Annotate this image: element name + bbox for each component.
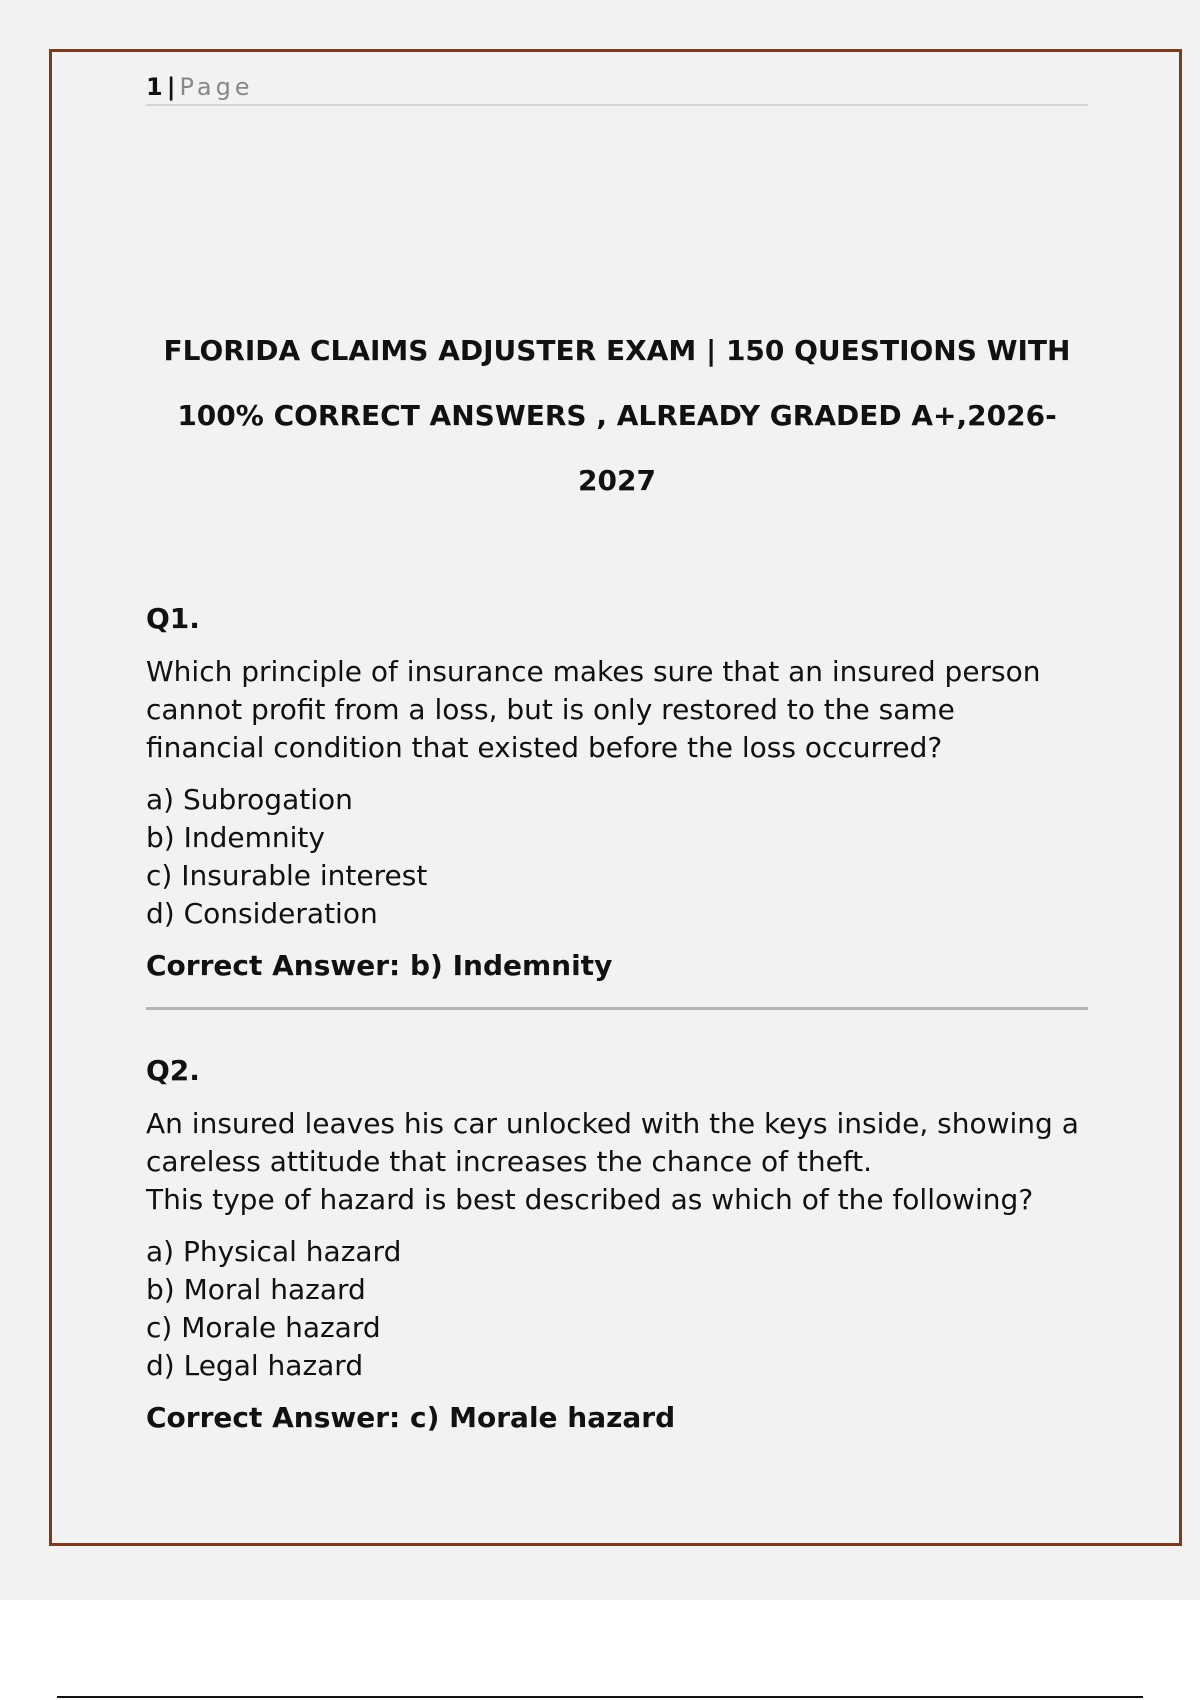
option-d: d) Consideration: [146, 897, 378, 930]
question-number: Q1.: [146, 602, 200, 635]
question-text-line: cannot profit from a loss, but is only restored to the same: [146, 693, 955, 726]
question-number: Q2.: [146, 1054, 200, 1087]
page-number: 1: [146, 73, 163, 101]
correct-answer: Correct Answer: c) Morale hazard: [146, 1401, 676, 1434]
page-label: Page: [179, 73, 254, 101]
question-text-line: careless attitude that increases the chance of theft.: [146, 1145, 873, 1178]
question-text-line: Which principle of insurance makes sure that an insured person: [146, 655, 1041, 688]
question-1: [146, 601, 1088, 985]
option-d: d) Legal hazard: [146, 1349, 364, 1382]
question-text: [146, 653, 1088, 767]
title-line: FLORIDA CLAIMS ADJUSTER EXAM | 150 QUESTIONS WITH: [163, 334, 1071, 367]
question-text: [146, 1105, 1088, 1219]
document-title: [146, 318, 1088, 513]
question-text-line: This type of hazard is best described as which of the following?: [146, 1183, 1034, 1216]
page-separator: |: [166, 73, 176, 101]
question-divider: [146, 1007, 1088, 1010]
next-page-rule: [57, 1696, 1143, 1698]
options-list: [146, 781, 1088, 933]
option-b: b) Indemnity: [146, 821, 325, 854]
options-list: [146, 1233, 1088, 1385]
correct-answer: Correct Answer: b) Indemnity: [146, 949, 613, 982]
option-c: c) Morale hazard: [146, 1311, 381, 1344]
question-text-line: financial condition that existed before the loss occurred?: [146, 731, 943, 764]
option-c: c) Insurable interest: [146, 859, 428, 892]
page-header: [146, 70, 1088, 106]
option-b: b) Moral hazard: [146, 1273, 366, 1306]
question-text-line: An insured leaves his car unlocked with the keys inside, showing a: [146, 1107, 1079, 1140]
question-2: [146, 1053, 1088, 1437]
title-line: 100% CORRECT ANSWERS , ALREADY GRADED A+,2026-: [177, 399, 1057, 432]
option-a: a) Physical hazard: [146, 1235, 402, 1268]
option-a: a) Subrogation: [146, 783, 353, 816]
title-line: 2027: [578, 464, 656, 497]
